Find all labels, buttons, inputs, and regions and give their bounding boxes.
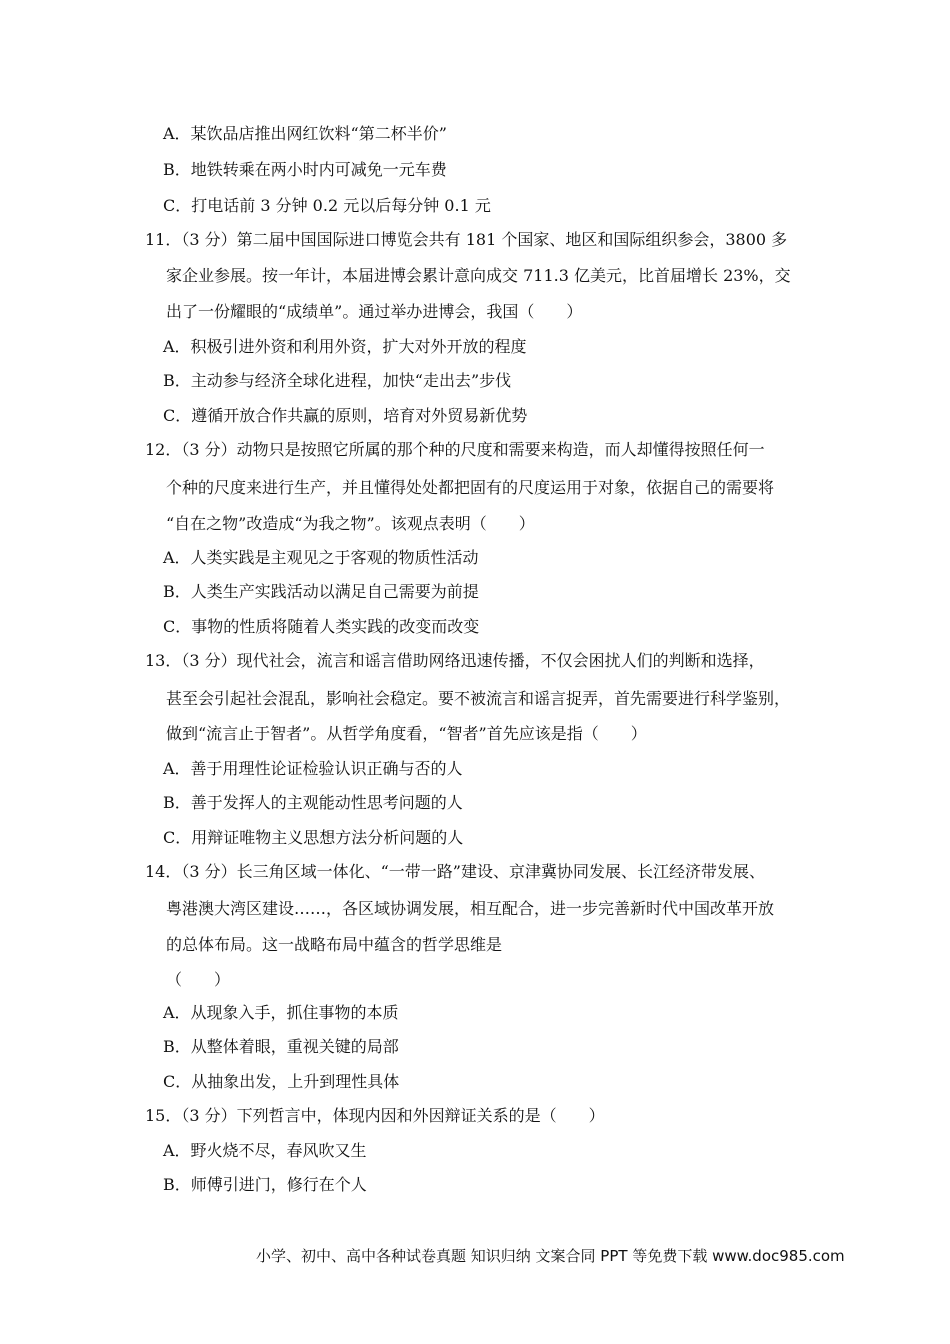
q12-option-b: B．人类生产实践活动以满足自己需要为前提: [163, 582, 479, 601]
q11-stem-line-1: 11．（3 分）第二届中国国际进口博览会共有 181 个国家、地区和国际组织参会，3800 多: [145, 230, 788, 249]
q15-option-a: A．野火烧不尽，春风吹又生: [163, 1141, 367, 1160]
q12-stem-line-1: 12．（3 分）动物只是按照它所属的那个种的尺度和需要来构造，而人却懂得按照任何一: [145, 440, 765, 459]
q13-stem-line-2: 甚至会引起社会混乱，影响社会稳定。要不被流言和谣言捉弄，首先需要进行科学鉴别，: [166, 689, 791, 708]
q11-option-a: A．积极引进外资和利用外资，扩大对外开放的程度: [163, 337, 527, 356]
q14-option-c: C．从抽象出发，上升到理性具体: [163, 1072, 400, 1091]
q13-option-c: C．用辩证唯物主义思想方法分析问题的人: [163, 828, 464, 847]
q13-stem-line-1: 13．（3 分）现代社会，流言和谣言借助网络迅速传播，不仅会困扰人们的判断和选择，: [145, 651, 765, 670]
q10-option-c: C．打电话前 3 分钟 0.2 元以后每分钟 0.1 元: [163, 196, 491, 215]
q12-option-a: A．人类实践是主观见之于客观的物质性活动: [163, 548, 479, 567]
q14-stem-line-2: 粤港澳大湾区建设……，各区域协调发展，相互配合，进一步完善新时代中国改革开放: [166, 899, 775, 918]
q11-option-c: C．遵循开放合作共赢的原则，培育对外贸易新优势: [163, 406, 528, 425]
q15-stem-line-1: 15．（3 分）下列哲言中，体现内因和外因辩证关系的是（ ）: [145, 1106, 605, 1125]
q14-stem-line-1: 14．（3 分）长三角区域一体化、“一带一路”建设、京津冀协同发展、长江经济带发展、: [145, 862, 765, 881]
q14-option-b: B．从整体着眼，重视关键的局部: [163, 1037, 399, 1056]
q13-option-b: B．善于发挥人的主观能动性思考问题的人: [163, 793, 463, 812]
q10-option-a: A．某饮品店推出网红饮料“第二杯半价”: [163, 124, 447, 143]
q11-stem-line-3: 出了一份耀眼的“成绩单”。通过举办进博会，我国（ ）: [166, 302, 583, 321]
q12-stem-line-2: 个种的尺度来进行生产，并且懂得处处都把固有的尺度运用于对象，依据自己的需要将: [166, 478, 775, 497]
q14-stem-line-3: 的总体布局。这一战略布局中蕴含的哲学思维是: [166, 935, 503, 954]
q10-option-b: B．地铁转乘在两小时内可减免一元车费: [163, 160, 447, 179]
q11-stem-line-2: 家企业参展。按一年计，本届进博会累计意向成交 711.3 亿美元，比首届增长 23%，交: [166, 266, 791, 285]
q14-answer-bracket: （ ）: [166, 970, 231, 989]
q13-option-a: A．善于用理性论证检验认识正确与否的人: [163, 759, 463, 778]
q13-stem-line-3: 做到“流言止于智者”。从哲学角度看，“智者”首先应该是指（ ）: [166, 724, 647, 743]
page-footer: 小学、初中、高中各种试卷真题 知识归纳 文案合同 PPT 等免费下载 www.doc985.com: [256, 1247, 845, 1265]
q15-option-b: B．师傅引进门，修行在个人: [163, 1175, 367, 1194]
q14-option-a: A．从现象入手，抓住事物的本质: [163, 1003, 399, 1022]
q11-option-b: B．主动参与经济全球化进程，加快“走出去”步伐: [163, 371, 512, 390]
q12-option-c: C．事物的性质将随着人类实践的改变而改变: [163, 617, 480, 636]
q12-stem-line-3: “自在之物”改造成“为我之物”。该观点表明（ ）: [166, 514, 535, 533]
